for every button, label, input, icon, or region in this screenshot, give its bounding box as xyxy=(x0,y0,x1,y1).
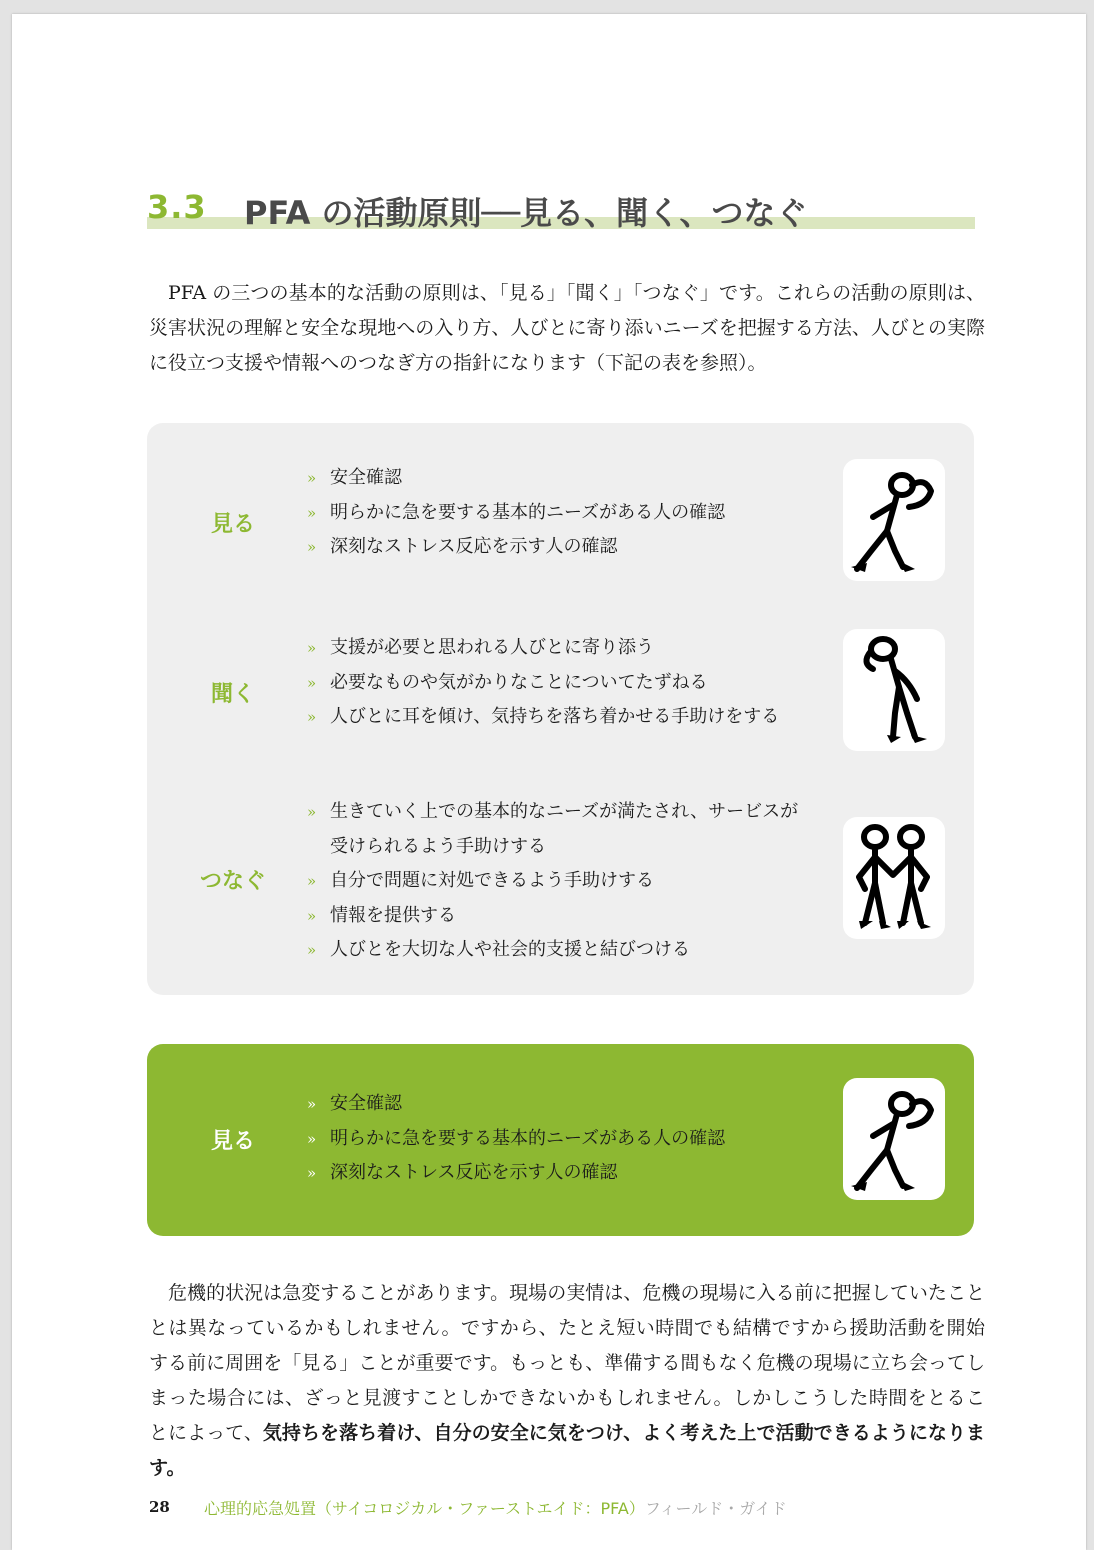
section-heading xyxy=(147,184,975,234)
footer-book-title: 心理的応急処置（サイコロジカル・ファーストエイド：PFA）フィールド・ガイド xyxy=(204,1499,787,1518)
list-item: » 深刻なストレス反応を示す人の確認 xyxy=(307,1156,837,1191)
list-item: » 支援が必要と思われる人びとに寄り添う xyxy=(307,631,837,666)
footer-book-subtitle: フィールド・ガイド xyxy=(644,1499,787,1518)
principle-row-connect xyxy=(147,795,974,975)
bullet-mark: » xyxy=(307,803,317,821)
principle-label: 見る xyxy=(210,512,255,537)
body-text-emphasis: 気持ちを落ち着け、自分の安全に気をつけ、よく考えた上で活動できるようになります。 xyxy=(149,1422,985,1479)
principle-label: 聞く xyxy=(210,682,255,707)
highlight-box-look xyxy=(147,1044,974,1236)
listening-figure-icon xyxy=(843,629,945,751)
bullet-mark: » xyxy=(307,538,317,556)
body-paragraph xyxy=(149,1276,985,1486)
principle-items xyxy=(307,461,837,565)
list-item: » 安全確認 xyxy=(307,1087,837,1122)
list-item: » 明らかに急を要する基本的ニーズがある人の確認 xyxy=(307,496,837,531)
section-title: PFA の活動原則──見る、聞く、つなぐ xyxy=(244,194,808,232)
section-number: 3.3 xyxy=(147,188,207,226)
looking-figure-icon xyxy=(843,459,945,581)
bullet-mark: » xyxy=(307,872,317,890)
bullet-mark: » xyxy=(307,1164,317,1182)
bullet-mark: » xyxy=(307,639,317,657)
list-item: » 自分で問題に対処できるよう手助けする xyxy=(307,864,807,899)
principle-items xyxy=(307,631,837,735)
principle-label: つなぐ xyxy=(199,869,266,894)
bullet-mark: » xyxy=(307,708,317,726)
highlight-label: 見る xyxy=(210,1129,255,1154)
bullet-mark: » xyxy=(307,1129,317,1148)
list-item: » 情報を提供する xyxy=(307,899,807,934)
page-footer xyxy=(149,1494,949,1520)
list-item: » 明らかに急を要する基本的ニーズがある人の確認 xyxy=(307,1122,837,1157)
bullet-mark: » xyxy=(307,906,317,925)
bullet-mark: » xyxy=(307,673,317,692)
intro-paragraph: PFA の三つの基本的な活動の原則は、「見る」「聞く」「つなぐ」です。これらの活動の原則は、災害状況の理解と安全な現地への入り方、人びとに寄り添いニーズを把握する方法、人びとの実際に役立つ支援や情報へのつなぎ方の指針になります（下記の表を参照）。 xyxy=(149,282,985,374)
bullet-mark: » xyxy=(307,469,317,487)
page-number: 28 xyxy=(149,1498,170,1516)
list-item: » 必要なものや気がかりなことについてたずねる xyxy=(307,666,837,701)
body-text: 危機的状況は急変することがあります。現場の実情は、危機の現場に入る前に把握していたこととは異なっているかもしれません。ですから、たとえ短い時間でも結構ですから援助活動を開始する前に周囲を「見る」ことが重要です。もっとも、準備する間もなく危機の現場に立ち会ってしまった場合には、ざっと見渡すことしかできないかもしれません。しかしこうした時間をとることによって、 xyxy=(149,1282,985,1444)
list-item: » 生きていく上での基本的なニーズが満たされ、サービスが受けられるよう手助けする xyxy=(307,795,807,864)
document-page xyxy=(12,14,1086,1550)
two-figures-icon xyxy=(843,817,945,939)
principle-items xyxy=(307,795,807,968)
looking-figure-icon xyxy=(843,1078,945,1200)
list-item: » 深刻なストレス反応を示す人の確認 xyxy=(307,530,837,565)
list-item: » 安全確認 xyxy=(307,461,837,496)
bullet-mark: » xyxy=(307,503,317,522)
highlight-items xyxy=(307,1087,837,1191)
bullet-mark: » xyxy=(307,1095,317,1113)
principle-row-listen xyxy=(147,629,974,753)
principles-table xyxy=(147,423,974,995)
list-item: » 人びとに耳を傾け、気持ちを落ち着かせる手助けをする xyxy=(307,700,837,735)
principle-row-look xyxy=(147,459,974,583)
bullet-mark: » xyxy=(307,941,317,959)
list-item: » 人びとを大切な人や社会的支援と結びつける xyxy=(307,933,807,968)
